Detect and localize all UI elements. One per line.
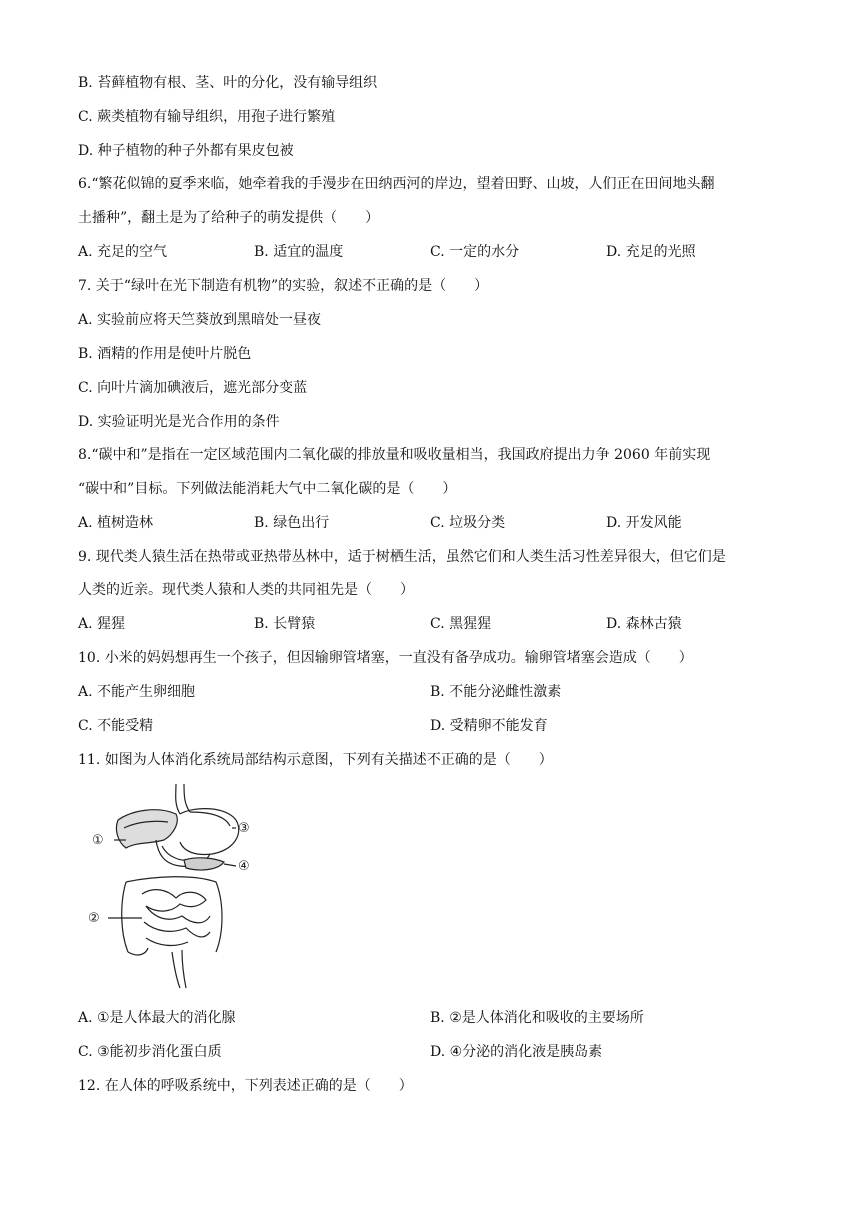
label-2: ②: [88, 911, 100, 926]
q9-option-c: C. 黑猩猩: [430, 616, 492, 632]
q6-option-a: A. 充足的空气: [78, 244, 168, 260]
q6-stem-line1: 6.“繁花似锦的夏季来临，她牵着我的手漫步在田纳西河的岸边，望着田野、山坡，人们正在田间地头翻: [78, 176, 715, 192]
label-1: ①: [92, 833, 104, 848]
q10-option-a: A. 不能产生卵细胞: [78, 684, 196, 700]
digestive-system-diagram: [84, 782, 264, 992]
q5-option-b: B. 苔藓植物有根、茎、叶的分化，没有输导组织: [78, 75, 378, 91]
q8-stem-line2: “碳中和”目标。下列做法能消耗大气中二氧化碳的是（ ）: [78, 481, 457, 497]
q7-option-b: B. 酒精的作用是使叶片脱色: [78, 346, 252, 362]
q8-stem-line1: 8.“碳中和”是指在一定区域范围内二氧化碳的排放量和吸收量相当，我国政府提出力争 2060 年前实现: [78, 447, 711, 463]
q12-stem: 12. 在人体的呼吸系统中，下列表述正确的是（ ）: [78, 1078, 413, 1094]
label-4: ④: [238, 859, 250, 874]
q10-stem: 10. 小米的妈妈想再生一个孩子，但因输卵管堵塞，一直没有备孕成功。输卵管堵塞会造成（ ）: [78, 650, 693, 666]
q7-stem: 7. 关于“绿叶在光下制造有机物”的实验，叙述不正确的是（ ）: [78, 278, 489, 294]
q6-option-d: D. 充足的光照: [606, 244, 696, 260]
q9-option-d: D. 森林古猿: [606, 616, 682, 632]
q7-option-c: C. 向叶片滴加碘液后，遮光部分变蓝: [78, 380, 308, 396]
q11-option-a: A. ①是人体最大的消化腺: [78, 1010, 236, 1026]
q7-option-d: D. 实验证明光是光合作用的条件: [78, 414, 280, 430]
q5-option-d: D. 种子植物的种子外都有果皮包被: [78, 143, 294, 159]
q6-option-c: C. 一定的水分: [430, 244, 520, 260]
q11-option-b: B. ②是人体消化和吸收的主要场所: [430, 1010, 644, 1026]
q11-option-c: C. ③能初步消化蛋白质: [78, 1044, 222, 1060]
q11-option-d: D. ④分泌的消化液是胰岛素: [430, 1044, 603, 1060]
q6-option-b: B. 适宜的温度: [254, 244, 344, 260]
q7-option-a: A. 实验前应将天竺葵放到黑暗处一昼夜: [78, 312, 322, 328]
q9-option-b: B. 长臂猿: [254, 616, 316, 632]
q8-option-c: C. 垃圾分类: [430, 515, 506, 531]
q11-stem: 11. 如图为人体消化系统局部结构示意图，下列有关描述不正确的是（ ）: [78, 752, 553, 768]
q9-stem-line1: 9. 现代类人猿生活在热带或亚热带丛林中，适于树栖生活，虽然它们和人类生活习性差异很大，但它们是: [78, 549, 726, 565]
q9-option-a: A. 猩猩: [78, 616, 126, 632]
q8-option-b: B. 绿色出行: [254, 515, 330, 531]
q10-option-d: D. 受精卵不能发育: [430, 718, 548, 734]
q6-stem-line2: 土播种”，翻土是为了给种子的萌发提供（ ）: [78, 210, 380, 226]
digestive-system-figure: [84, 782, 264, 992]
q8-option-d: D. 开发风能: [606, 515, 682, 531]
q10-option-c: C. 不能受精: [78, 718, 154, 734]
q10-option-b: B. 不能分泌雌性激素: [430, 684, 562, 700]
label-3: ③: [238, 821, 250, 836]
q9-stem-line2: 人类的近亲。现代类人猿和人类的共同祖先是（ ）: [78, 582, 414, 598]
q5-option-c: C. 蕨类植物有输导组织，用孢子进行繁殖: [78, 109, 336, 125]
q8-option-a: A. 植树造林: [78, 515, 154, 531]
